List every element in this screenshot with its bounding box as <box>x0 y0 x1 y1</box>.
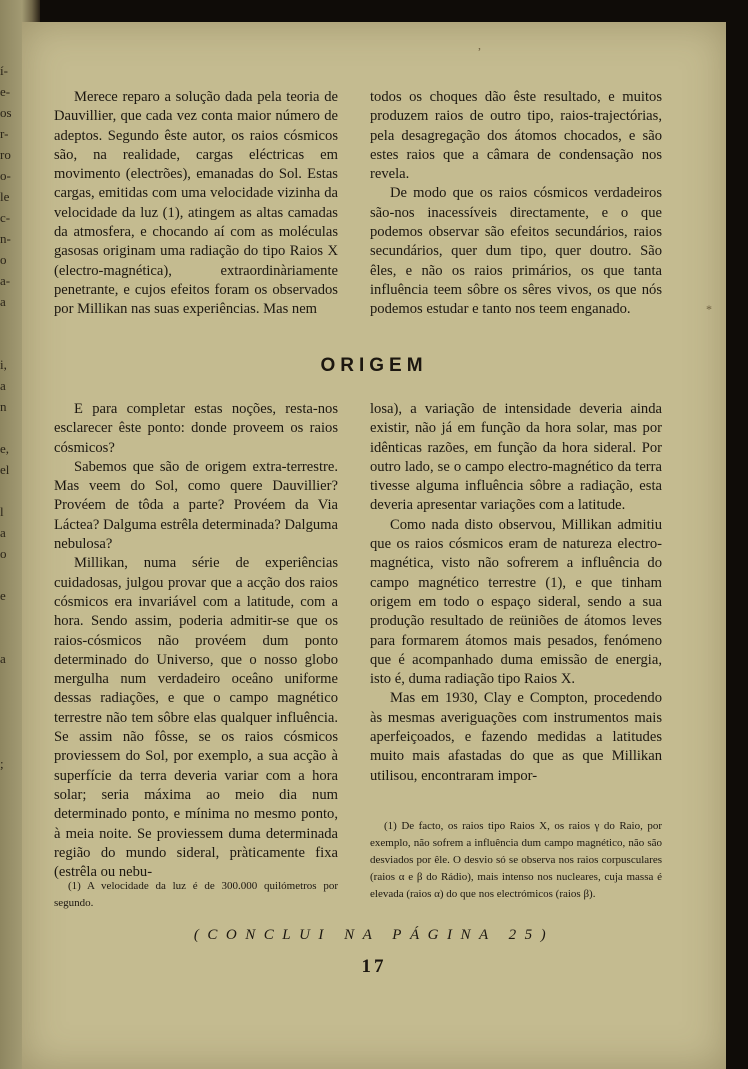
spine-fragment <box>0 795 14 816</box>
spine-fragment <box>0 669 14 690</box>
spine-text-fragments <box>0 60 14 837</box>
continuation-note: (CONCLUI NA PÁGINA 25) <box>193 927 555 943</box>
paragraph: Sabemos que são de origem extra-terrestre. Mas veem do Sol, como quere Dauvillier? Provéem de tôda a parte? Provéem da Via Láctea? Dalguma estrêla determinada? Dalguma nebulosa? <box>54 458 338 553</box>
spine-fragment: a- <box>0 273 11 288</box>
spine-fragment <box>0 417 14 438</box>
spine-fragment: e, <box>0 441 10 456</box>
paragraph: Millikan, numa série de experiências cuidadosas, julgou provar que a acção dos raios cósmicos era invariável com a latitude, com a hora. Sendo assim, poderia admitir-se que os raios-cósmicos não provéem dum ponto determinado do Universo, que o nosso globo mergulha num verdadeiro oceâno uniforme dessas radiações, e que o campo magnético terrestre não tem sôbre elas qualquer influência. Se assim não fôsse, se os raios cósmicos proviessem do Sol, por exemplo, a sua acção à superfície da terra deveria variar com a hora solar; seria máxima ao meio dia num determinado ponto, e mínima no mesmo ponto, à meia noite. Se proviessem duma determinada região do mundo sideral, pràticamente fixa (estrêla ou nebu- <box>54 555 338 881</box>
spine-fragment <box>0 690 14 711</box>
paragraph: Como nada disto observou, Millikan admitiu que os raios cósmicos eram de natureza electro-magnética, visto não sofrerem a influência do campo magnético terrestre (1), e que tinham origem em todo o espaço sideral, sendo a sua produção resultado de reüniões de átomos leves para formarem átomos mais pesados, fenómeno que é acompanhado duma emissão de energia, isto é, duma radiação tipo Raios X. <box>370 516 662 688</box>
spine-fragment <box>0 816 14 837</box>
spine-fragment: l <box>0 504 4 519</box>
page-number: 17 <box>361 956 387 977</box>
spine-fragment: o <box>0 546 7 561</box>
spine-fragment <box>0 711 14 732</box>
spine-fragment <box>0 606 14 627</box>
spine-fragment: í- <box>0 63 8 78</box>
spine-fragment <box>0 732 14 753</box>
spine-fragment: n- <box>0 231 11 246</box>
spine-fragment: i, <box>0 357 7 372</box>
footnote-left-text: (1) A velocidade da luz é de 300.000 quilómetros por segundo. <box>54 880 338 909</box>
spine-fragment: ro <box>0 147 11 162</box>
spine-fragment: o- <box>0 168 11 183</box>
spine-fragment <box>0 312 14 333</box>
spine-fragment: o <box>0 252 7 267</box>
paragraph: Merece reparo a solução dada pela teoria de Dauvillier, que cada vez conta maior número de adeptos. Segundo êste autor, os raios cósmicos são, na realidade, cargas eléctricas em movimento (electrões), emanadas do Sol. Estas cargas, emitidas com uma velocidade vizinha da velocidade da luz (1), atingem as altas camadas da atmosfera, e chocando aí com as moléculas gasosas originam uma radiação do tipo Raios X (electro-magnética), extraordinàriamente penetrante, e cujos efeitos foram os observados por Millikan nas suas experiências. Mas nem <box>54 89 338 318</box>
spine-fragment: n <box>0 399 7 414</box>
spine-fragment: a <box>0 651 6 666</box>
spine-fragment: c- <box>0 210 11 225</box>
spine-fragment: le <box>0 189 10 204</box>
spine-fragment <box>0 333 14 354</box>
spine-fragment: r- <box>0 126 9 141</box>
speck: , <box>478 38 481 52</box>
section-heading: ORIGEM <box>320 355 428 376</box>
spine-fragment: a <box>0 378 6 393</box>
paragraph: De modo que os raios cósmicos verdadeiros são-nos inacessíveis directamente, e o que podemos observar são efeitos secundários, raios secundários, quer dum tipo, quer doutro. São êles, e não os raios primários, os que tanta influência teem sôbre os sêres vivos, os que nós podemos estudar e tanto nos teem enganado. <box>370 185 662 318</box>
paragraph: losa), a variação de intensidade deveria ainda existir, não já em função da hora solar, mas por idênticas razões, em função da hora sideral. Por outro lado, se o campo electro-magnético da terra tivesse alguma influência sôbre a radiação, esta deveria apresentar variações com a latitude. <box>370 401 662 514</box>
top-left-column <box>54 88 338 320</box>
footnote-right <box>370 818 662 903</box>
spine-fragment: a <box>0 525 6 540</box>
spine-fragment: ; <box>0 756 4 771</box>
spine-fragment: e- <box>0 84 11 99</box>
footnote-right-text: (1) De facto, os raios tipo Raios X, os raios γ do Raio, por exemplo, não sofrem a influência dum campo magnético, não são desviados por êle. O desvio só se observa nos raios corpusculares (raios α e β do Rádio), mais intenso nos nucleares, cuja massa é elevada (raios α) do que nos electrómicos (raios β). <box>370 820 662 900</box>
bottom-right-column <box>370 400 662 786</box>
spine-fragment: a <box>0 294 6 309</box>
spine-fragment <box>0 774 14 795</box>
spine-fragment <box>0 564 14 585</box>
top-right-column <box>370 88 662 320</box>
spine-fragment: el <box>0 462 10 477</box>
paragraph: todos os choques dão êste resultado, e muitos produzem raios de outro tipo, raios-trajectórias, pela desagregação dos átomos chocados, e são estes raios que a câmara de condensação nos revela. <box>370 89 662 183</box>
spine-fragment <box>0 627 14 648</box>
footnote-left <box>54 878 338 912</box>
spine-fragment: os <box>0 105 12 120</box>
paragraph: E para completar estas noções, resta-nos esclarecer êste ponto: donde proveem os raios cósmicos? <box>54 401 338 456</box>
page <box>22 22 726 1069</box>
speck: * <box>706 302 712 316</box>
bottom-left-column <box>54 400 338 882</box>
spine-fragment <box>0 480 14 501</box>
spine-fragment: e <box>0 588 6 603</box>
paragraph: Mas em 1930, Clay e Compton, procedendo às mesmas averiguações com instrumentos mais aperfeiçoados, e fazendo medidas a latitudes muito mais afastadas do que as que Millikan utilisou, encontraram impor- <box>370 690 662 784</box>
